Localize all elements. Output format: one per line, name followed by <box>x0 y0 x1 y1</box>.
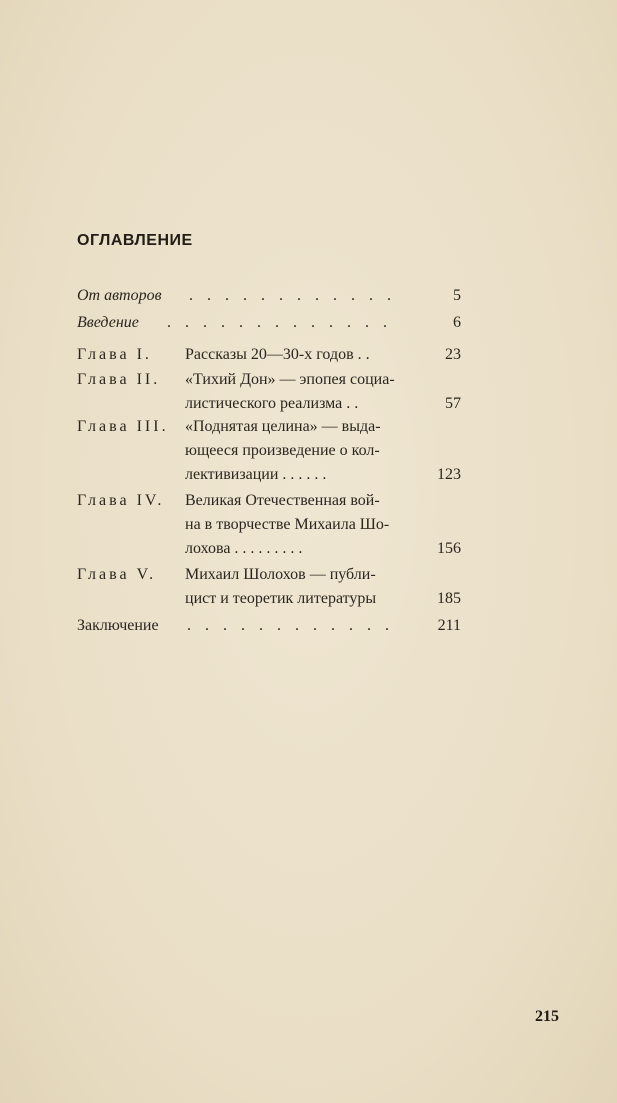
toc-entry-label: Введение <box>77 314 139 331</box>
toc-entry-page: 123 <box>437 466 461 483</box>
toc-entry-chapter-4-cont <box>77 536 461 562</box>
toc-entry-chapter-5-cont <box>77 586 461 612</box>
toc-chapter-label: Глава V. <box>77 566 157 583</box>
toc-chapter-title-line: ющееся произведение о кол- <box>185 442 380 459</box>
toc-leader-dots: . . . . . . . . . . . . <box>187 617 394 634</box>
toc-chapter-title-line: листического реализма . . <box>185 395 359 412</box>
toc-entry-chapter-4 <box>77 488 461 514</box>
toc-heading: ОГЛАВЛЕНИЕ <box>77 232 193 249</box>
toc-entry-label: Заключение <box>77 617 159 634</box>
toc-entry-page: 185 <box>437 590 461 607</box>
toc-chapter-title-line: на в творчестве Михаила Шо- <box>185 516 390 533</box>
toc-entry-chapter-4-cont <box>77 512 461 538</box>
toc-chapter-title-line: Рассказы 20—30-х годов . . <box>185 346 370 363</box>
toc-entry-from-authors <box>77 283 461 309</box>
toc-chapter-title-line: цист и теоретик литературы <box>185 590 377 607</box>
toc-entry-page: 23 <box>445 346 461 363</box>
toc-entry-chapter-3-cont <box>77 462 461 488</box>
toc-chapter-title-line: Великая Отечественная вой- <box>185 492 380 509</box>
page-number: 215 <box>535 1008 559 1025</box>
toc-entry-page: 6 <box>453 314 461 331</box>
toc-entry-label: От авторов <box>77 287 162 304</box>
toc-entry-chapter-1 <box>77 342 461 368</box>
toc-leader-dots: . . . . . . . . . . . . . <box>167 314 392 331</box>
toc-chapter-label: Глава IV. <box>77 492 165 509</box>
toc-leader-dots: . . . . . . . . . . . . <box>189 287 396 304</box>
toc-entry-page: 57 <box>445 395 461 412</box>
toc-chapter-label: Глава II. <box>77 371 161 388</box>
toc-chapter-label: Глава I. <box>77 346 152 363</box>
toc-chapter-title-line: «Тихий Дон» — эпопея социа- <box>185 371 395 388</box>
toc-chapter-title-line: лективизации . . . . . . <box>185 466 327 483</box>
toc-entry-chapter-3-cont <box>77 438 461 464</box>
toc-entry-chapter-3 <box>77 414 461 440</box>
toc-entry-page: 156 <box>437 540 461 557</box>
toc-entry-page: 211 <box>437 617 461 634</box>
toc-entry-page: 5 <box>453 287 461 304</box>
toc-entry-conclusion <box>77 613 461 639</box>
toc-chapter-title-line: «Поднятая целина» — выда- <box>185 418 381 435</box>
toc-entry-chapter-2 <box>77 367 461 393</box>
toc-chapter-title-line: Михаил Шолохов — публи- <box>185 566 376 583</box>
toc-chapter-label: Глава III. <box>77 418 169 435</box>
toc-entry-chapter-5 <box>77 562 461 588</box>
toc-entry-introduction <box>77 310 461 336</box>
toc-chapter-title-line: лохова . . . . . . . . . <box>185 540 303 557</box>
